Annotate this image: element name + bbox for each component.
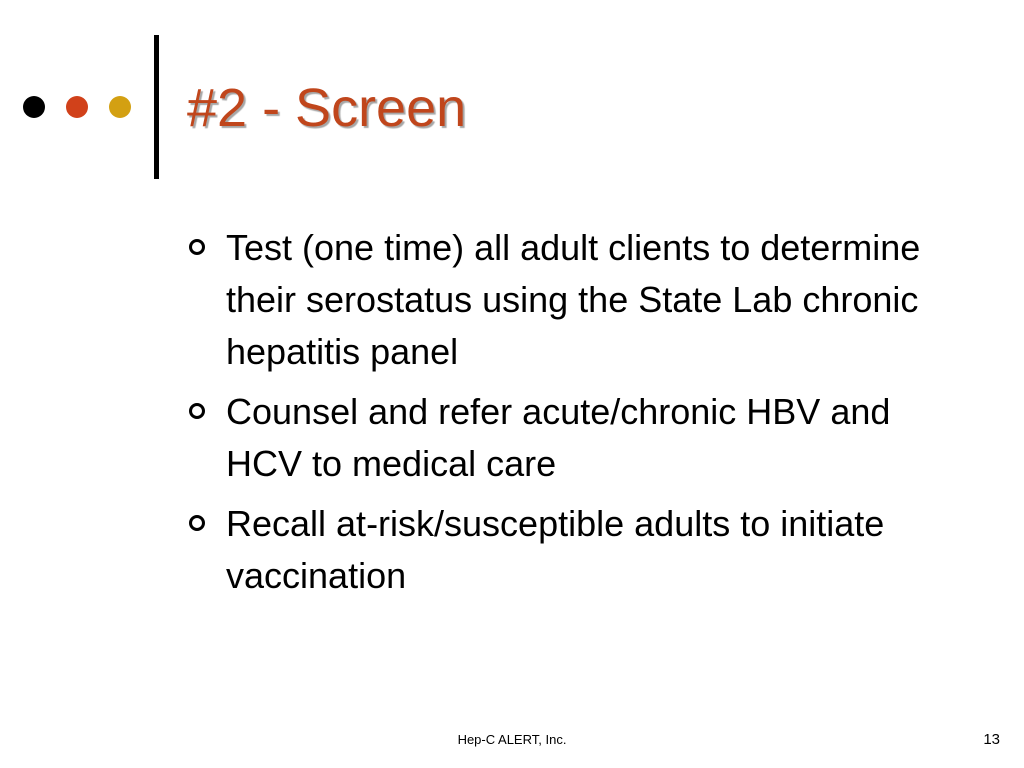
bullet-item xyxy=(186,222,976,378)
decorative-dot-black-icon xyxy=(23,96,45,118)
decorative-dot-gold-icon xyxy=(109,96,131,118)
slide-title: #2 - Screen xyxy=(187,78,467,138)
bullet-text: Recall at-risk/susceptible adults to initiate vaccination xyxy=(226,503,885,596)
title-divider xyxy=(154,35,159,179)
bullet-circle-icon xyxy=(189,403,205,419)
bullet-list xyxy=(186,222,976,610)
bullet-text: Counsel and refer acute/chronic HBV and HCV to medical care xyxy=(226,391,891,484)
bullet-circle-icon xyxy=(189,515,205,531)
bullet-circle-icon xyxy=(189,239,205,255)
page-number: 13 xyxy=(983,731,1000,748)
bullet-item xyxy=(186,498,976,602)
bullet-text: Test (one time) all adult clients to determine their serostatus using the State Lab chronic hepatitis panel xyxy=(226,227,921,372)
decorative-dot-red-icon xyxy=(66,96,88,118)
footer-text: Hep-C ALERT, Inc. xyxy=(457,732,567,747)
bullet-item xyxy=(186,386,976,490)
